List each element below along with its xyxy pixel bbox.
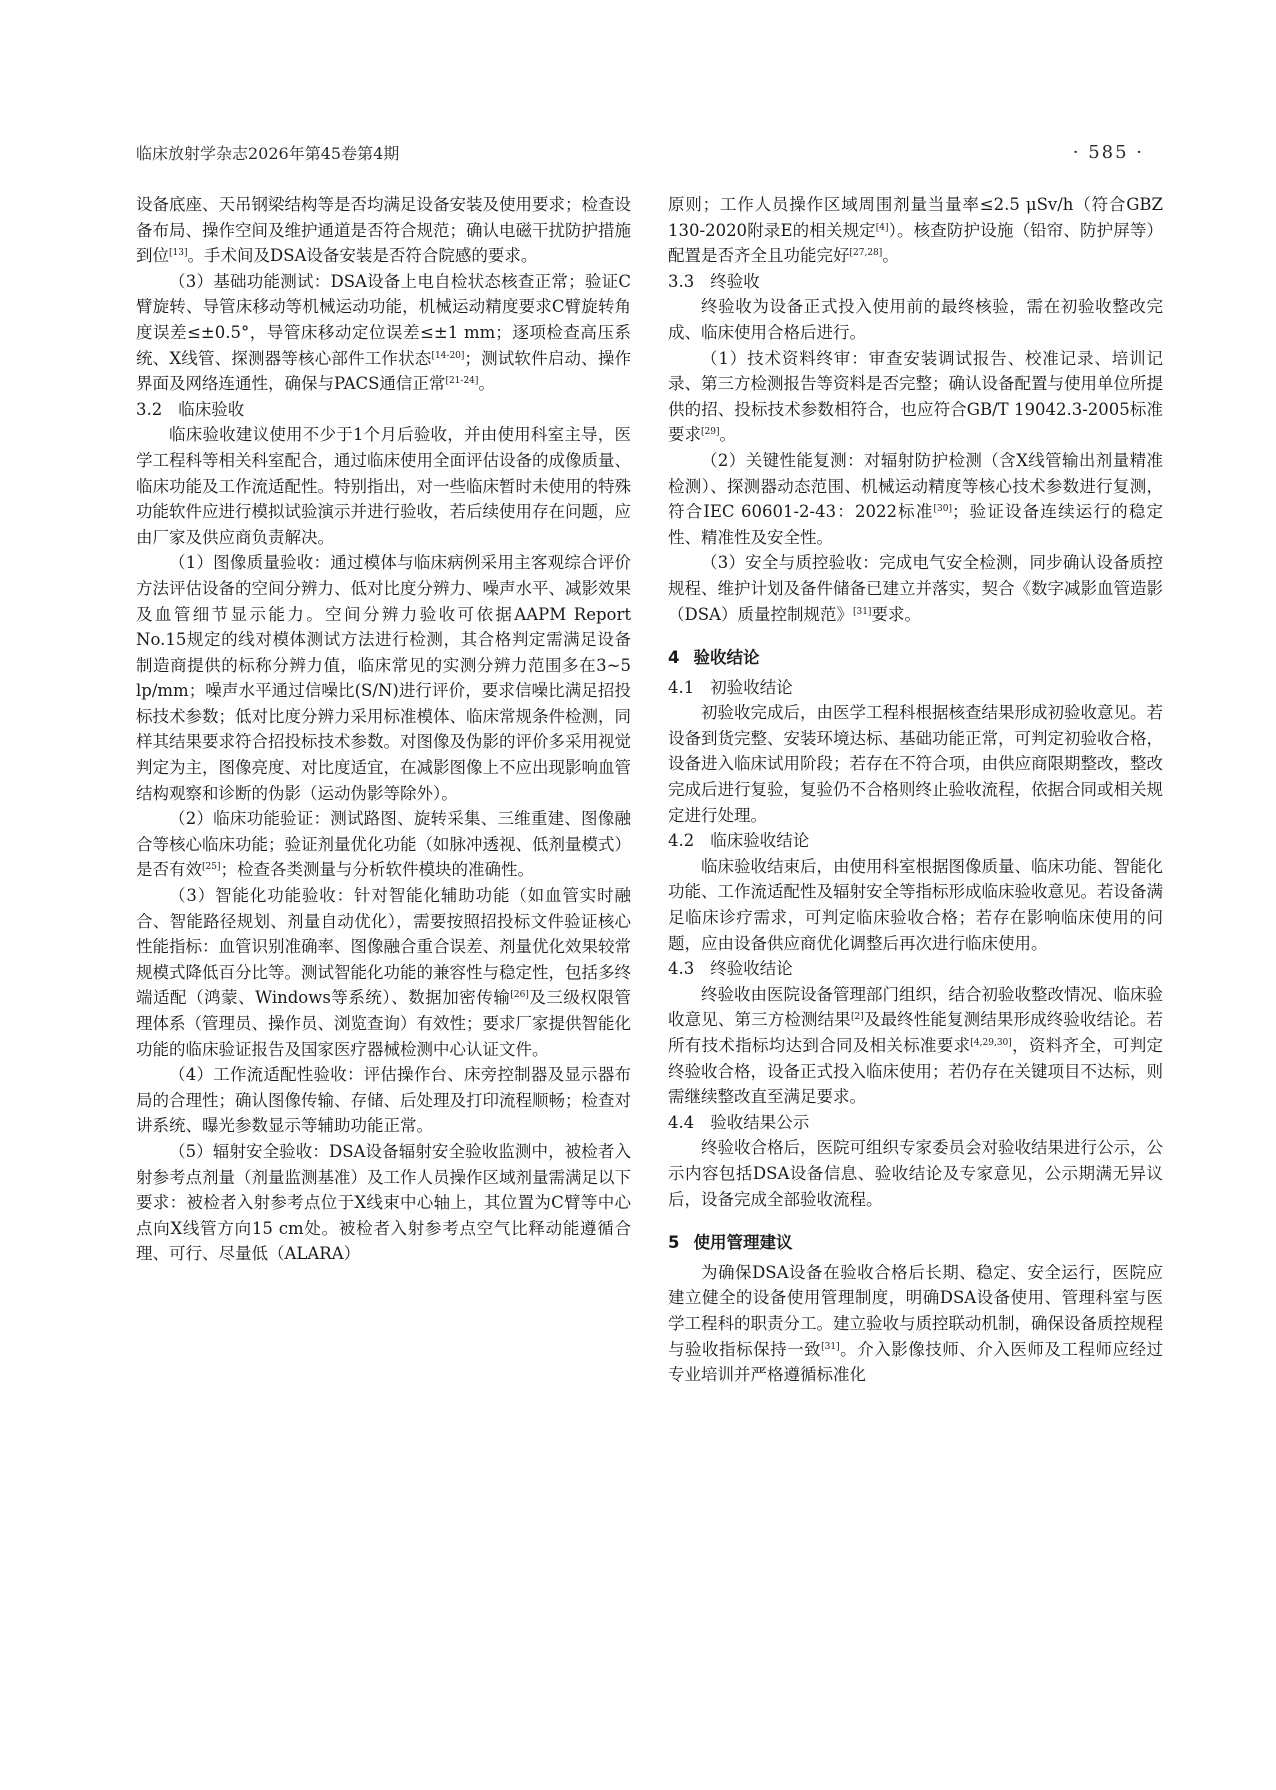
running-header [136,137,1144,167]
citation-ref: [29] [701,427,720,438]
paragraph-text: ；验证设备连续运行的稳定性、精准性及安全性。 [668,502,1163,547]
citation-ref: [26] [510,990,529,1001]
body-paragraph [668,346,1163,448]
section-number: 4.4 [668,1112,695,1132]
section-number: 3.3 [668,271,695,291]
section-heading [668,269,1163,295]
paragraph-text: 终验收由医院设备管理部门组织，结合初验收整改情况、临床验收意见、第三方检测结果 [668,984,1163,1030]
citation-ref: [31] [852,606,872,617]
section-title: 临床验收 [178,399,245,419]
paragraph-text: （2）临床功能验证：测试路图、旋转采集、三维重建、图像融合等核心临床功能；验证剂量优化功能（如脉冲透视、低剂量模式）是否有效 [136,809,631,880]
body-paragraph [136,1062,631,1139]
paragraph-text: ；检查各类测量与分析软件模块的准确性。 [220,860,534,880]
paragraph-text: 终验收为设备正式投入使用前的最终核验，需在初验收整改完成、临床使用合格后进行。 [668,297,1163,342]
paragraph-text: 为确保DSA设备在验收合格后长期、稳定、安全运行，医院应建立健全的设备使用管理制度，明确DSA设备使用、管理科室与医学工程科的职责分工。建立验收与质控联动机制，确保设备质控规程与验收指标保持一致 [668,1262,1163,1359]
paragraph-text: 临床验收建议使用不少于1个月后验收，并由使用科室主导，医学工程科等相关科室配合，通过临床使用全面评估设备的成像质量、临床功能及工作流适配性。特别指出，对一些临床暂时未使用的特殊功能软件应进行模拟试验演示并进行验收，若后续使用存在问题，应由厂家及供应商负责解决。 [136,425,631,547]
left-column [136,192,631,1752]
journal-title: 临床放射学杂志2026年第45卷第4期 [136,143,400,163]
body-paragraph [136,192,631,269]
paragraph-text: （3）基础功能测试：DSA设备上电自检状态核查正常；验证C臂旋转、导管床移动等机械运动功能，机械运动精度要求C臂旋转角度误差≤±0.5°，导管床移动定位误差≤±1 mm；逐项检查高压系统、X线管、探测器等核心部件工作状态 [136,271,631,368]
paragraph-text: 。 [882,246,899,266]
citation-ref: [4,29,30] [970,1038,1012,1048]
paragraph-text: 。 [478,374,495,394]
body-paragraph [136,550,631,806]
right-column [668,192,1163,1752]
body-paragraph [668,294,1163,345]
body-paragraph [668,854,1163,956]
paragraph-text: 设备底座、天吊钢梁结构等是否均满足设备安装及使用要求；检查设备布局、操作空间及维护通道是否符合规范；确认电磁干扰防护措施到位 [136,195,631,266]
section-title: 终验收结论 [710,959,793,979]
citation-ref: [30] [933,504,952,515]
section-number: 3.2 [136,399,163,419]
citation-ref: [4] [875,222,889,233]
paragraph-text: 终验收合格后，医院可组织专家委员会对验收结果进行公示，公示内容包括DSA设备信息、验收结论及专家意见，公示期满无异议后，设备完成全部验收流程。 [668,1138,1163,1209]
section-heading [136,397,631,423]
body-paragraph [668,448,1163,550]
paragraph-text: 临床验收结束后，由使用科室根据图像质量、临床功能、智能化功能、工作流适配性及辐射安全等指标形成临床验收意见。若设备满足临床诊疗需求，可判定临床验收合格；若存在影响临床使用的问题，应由设备供应商优化调整后再次进行临床使用。 [668,856,1163,953]
section-title: 终验收 [710,271,760,291]
body-paragraph [136,806,631,883]
body-paragraph [668,700,1163,828]
section-heading [668,828,1163,854]
paragraph-text: 及最终性能复测结果形成终验收结论。若所有技术指标均达到合同及相关标准要求 [668,1010,1163,1055]
paragraph-text: 。 [719,425,736,445]
paragraph-text: 及三级权限管理体系（管理员、操作员、浏览查询）有效性；要求厂家提供智能化功能的临床验证报告及国家医疗器械检测中心认证文件。 [136,988,631,1059]
paragraph-text: ）。核查防护设施（铅帘、防护屏等）配置是否齐全且功能完好 [668,220,1163,266]
section-heading [668,956,1163,982]
paragraph-text: 。介入影像技师、介入医师及工程师应经过专业培训并严格遵循标准化 [668,1339,1163,1385]
section-title: 使用管理建议 [693,1233,793,1253]
body-paragraph [668,550,1163,627]
section-number: 4.1 [668,677,695,697]
section-title: 验收结果公示 [710,1112,810,1132]
body-paragraph [136,269,631,397]
paragraph-text: （3）智能化功能验收：针对智能化辅助功能（如血管实时融合、智能路径规划、剂量自动优化），需要按照招投标文件验证核心性能指标：血管识别准确率、图像融合重合误差、剂量优化效果较常规模式降低百分比等。测试智能化功能的兼容性与稳定性，包括多终端适配（鸿蒙、Windows等系统）、数据加密传输 [136,886,631,1008]
citation-ref: [13] [169,248,188,259]
paragraph-text: 。手术间及DSA设备安装是否符合院感的要求。 [187,246,538,266]
citation-ref: [27,28] [849,248,883,259]
citation-ref: [2] [850,1012,864,1023]
paragraph-text: ；测试软件启动、操作界面及网络连通性，确保与PACS通信正常 [136,348,631,394]
section-number: 4.3 [668,959,695,979]
body-paragraph [668,982,1163,1110]
section-heading [668,645,1163,671]
paragraph-text: 初验收完成后，由医学工程科根据核查结果形成初验收意见。若设备到货完整、安装环境达标、基础功能正常，可判定初验收合格，设备进入临床试用阶段；若存在不符合项，由供应商限期整改，整改完成后进行复验，复验仍不合格则终止验收流程，依据合同或相关规定进行处理。 [668,703,1163,825]
section-number: 5 [668,1233,680,1253]
section-number: 4 [668,648,680,668]
body-paragraph [668,1135,1163,1212]
body-paragraph [136,422,631,550]
body-paragraph [136,1139,631,1267]
paragraph-text: （3）安全与质控验收：完成电气安全检测，同步确认设备质控规程、维护计划及备件储备已建立并落实，契合《数字减影血管造影（DSA）质量控制规范》 [668,553,1163,624]
paragraph-text: 原则；工作人员操作区域周围剂量当量率≤2.5 μSv/h（符合GBZ 130-2020附录E的相关规定 [668,195,1163,240]
section-title: 验收结论 [693,648,760,668]
citation-ref: [25] [202,862,221,873]
page-number: · 585 · [1072,141,1144,163]
section-heading [668,675,1163,701]
section-title: 初验收结论 [710,677,793,697]
section-number: 4.2 [668,831,695,851]
citation-ref: [21-24] [445,376,479,387]
paragraph-text: （2）关键性能复测：对辐射防护检测（含X线管输出剂量精准检测）、探测器动态范围、机械运动精度等核心技术参数进行复测，符合IEC 60601-2-43：2022标准 [668,450,1163,522]
body-paragraph [668,192,1163,269]
paragraph-text: （1）图像质量验收：通过模体与临床病例采用主客观综合评价方法评估设备的空间分辨力、低对比度分辨力、噪声水平、减影效果及血管细节显示能力。空间分辨力验收可依据AAPM Report No.15规定的线对模体测试方法进行检测，其合格判定需满足设备制造商提供的标称分辨力值，临床常见的实测分辨力范围多在3~5 lp/mm；噪声水平通过信噪比(S/N)进行评价，要求信噪比满足招投标技术参数；低对比度分辨力采用标准模体、临床常规条件检测，同样其结果要求符合招投标技术参数。对图像及伪影的评价多采用视觉判定为主，图像亮度、对比度适宜，在减影图像上不应出现影响血管结构观察和诊断的伪影（运动伪影等除外）。 [136,553,631,803]
paragraph-text: 要求。 [871,604,921,624]
paragraph-text: （5）辐射安全验收：DSA设备辐射安全验收监测中，被检者入射参考点剂量（剂量监测基准）及工作人员操作区域剂量需满足以下要求：被检者入射参考点位于X线束中心轴上，其位置为C臂等中心点向X线管方向15 cm处。被检者入射参考点空气比释动能遵循合理、可行、尽量低（ALARA） [136,1141,631,1264]
section-heading [668,1110,1163,1136]
section-heading [668,1230,1163,1256]
body-paragraph [136,883,631,1062]
paragraph-text: （4）工作流适配性验收：评估操作台、床旁控制器及显示器布局的合理性；确认图像传输、存储、后处理及打印流程顺畅；检查对讲系统、曝光参数显示等辅助功能正常。 [136,1065,631,1136]
citation-ref: [14-20] [431,350,465,361]
paragraph-text: ，资料齐全，可判定终验收合格，设备正式投入临床使用；若仍存在关键项目不达标，则需继续整改直至满足要求。 [668,1036,1163,1107]
body-paragraph [668,1260,1163,1388]
paragraph-text: （1）技术资料终审：审查安装调试报告、校准记录、培训记录、第三方检测报告等资料是否完整；确认设备配置与使用单位所提供的招、投标技术参数相符合，也应符合GB/T 19042.3-2005标准要求 [668,348,1163,445]
section-title: 临床验收结论 [710,831,810,851]
citation-ref: [31] [821,1341,840,1352]
